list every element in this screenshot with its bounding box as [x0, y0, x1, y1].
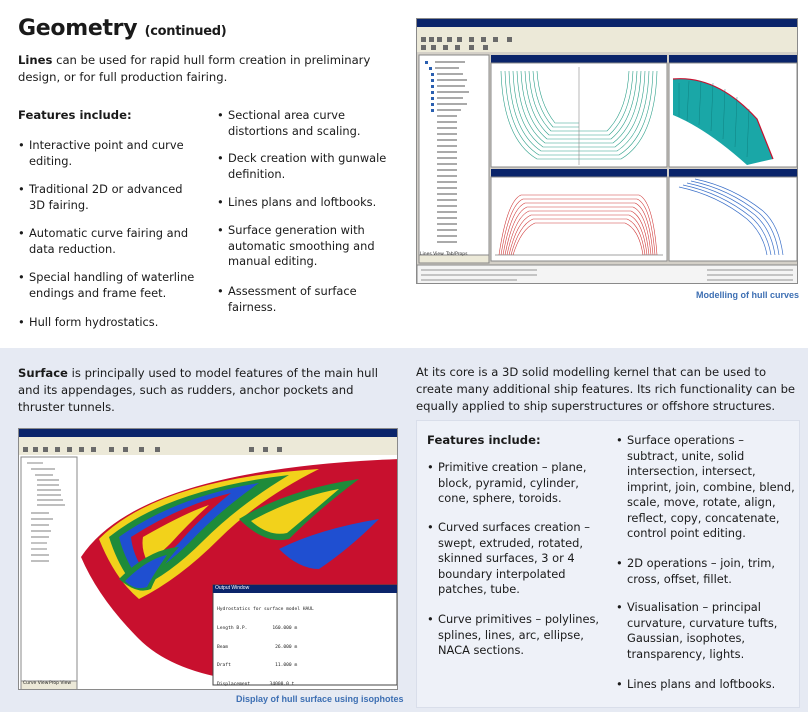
- list-item: • Interactive point and curve editing.: [18, 138, 198, 169]
- lines-tab-props[interactable]: Tab/Props: [446, 252, 468, 257]
- list-item: • Special handling of waterline endings and frame feet.: [18, 270, 198, 301]
- list-item: • Surface operations – subtract, unite, solid intersection, intersect, imprint, join, combine, blend, scale, move, rotate, align, reflect, copy, concatenate, control point editing.: [616, 433, 796, 542]
- list-item: • Surface generation with automatic smoothing and manual editing.: [217, 223, 387, 270]
- output-row: Length B.P. 160.000 m: [217, 626, 298, 632]
- page-title: [18, 16, 226, 41]
- solid-intro: At its core is a 3D solid modelling kernel that can be used to create many additional ship features. Its rich functionality can be equally applied to ship superstructures or offshore structures.: [416, 365, 796, 413]
- output-row: Draft 11.000 m: [217, 663, 298, 669]
- surface-screenshot: [18, 428, 398, 690]
- output-window-text: [217, 595, 389, 690]
- list-item: • Curved surfaces creation – swept, extruded, rotated, skinned surfaces, 3 or 4 boundary interpolated patches, tube.: [427, 520, 605, 598]
- list-item: • Sectional area curve distortions and scaling.: [217, 108, 387, 139]
- list-item: • Deck creation with gunwale definition.: [217, 151, 387, 182]
- surface-lead: Surface: [18, 366, 68, 380]
- output-window-title: Output Window: [215, 585, 250, 591]
- surface-caption: Display of hull surface using isophotes: [236, 694, 404, 704]
- lines-intro-text: can be used for rapid hull form creation in preliminary design, or for full production fairing.: [18, 53, 371, 84]
- list-item: • Hull form hydrostatics.: [18, 315, 198, 331]
- lines-tab-lines-view[interactable]: Lines View: [420, 252, 444, 257]
- lines-screenshot: [416, 18, 798, 284]
- output-row: Beam 26.000 m: [217, 644, 298, 650]
- solid-features-heading: Features include:: [427, 433, 541, 447]
- output-heading: Hydrostatics for surface model HAUL: [217, 607, 314, 613]
- title-suffix: (continued): [144, 24, 227, 39]
- list-item: • Lines plans and loftbooks.: [217, 195, 387, 211]
- list-item: • Primitive creation – plane, block, pyramid, cylinder, cone, sphere, toroids.: [427, 460, 605, 507]
- list-item: • Automatic curve fairing and data reduction.: [18, 226, 198, 257]
- lines-intro: [18, 52, 396, 86]
- list-item: • Visualisation – principal curvature, curvature tufts, Gaussian, isophotes, transparency, lights.: [616, 600, 796, 662]
- lines-screenshot-graphic: [417, 19, 798, 284]
- list-item: • Curve primitives – polylines, splines, lines, arc, ellipse, NACA sections.: [427, 612, 605, 659]
- lines-features-heading: Features include:: [18, 108, 132, 122]
- title-text: Geometry: [18, 16, 138, 41]
- list-item: • Lines plans and loftbooks.: [616, 677, 796, 693]
- output-row: Displacement 34000.0 t: [217, 681, 295, 687]
- surface-intro: [18, 365, 400, 416]
- list-item: • Traditional 2D or advanced 3D fairing.: [18, 182, 198, 213]
- surface-tab-curve-view[interactable]: Curve View: [23, 681, 49, 686]
- lines-caption: Modelling of hull curves: [696, 290, 800, 300]
- lines-lead: Lines: [18, 53, 53, 67]
- surface-intro-text: is principally used to model features of the main hull and its appendages, such as rudders, anchor pockets and thruster tunnels.: [18, 366, 378, 414]
- list-item: • Assessment of surface fairness.: [217, 284, 387, 315]
- list-item: • 2D operations – join, trim, cross, offset, fillet.: [616, 556, 796, 587]
- surface-tab-prop-view[interactable]: Prop View: [49, 681, 72, 686]
